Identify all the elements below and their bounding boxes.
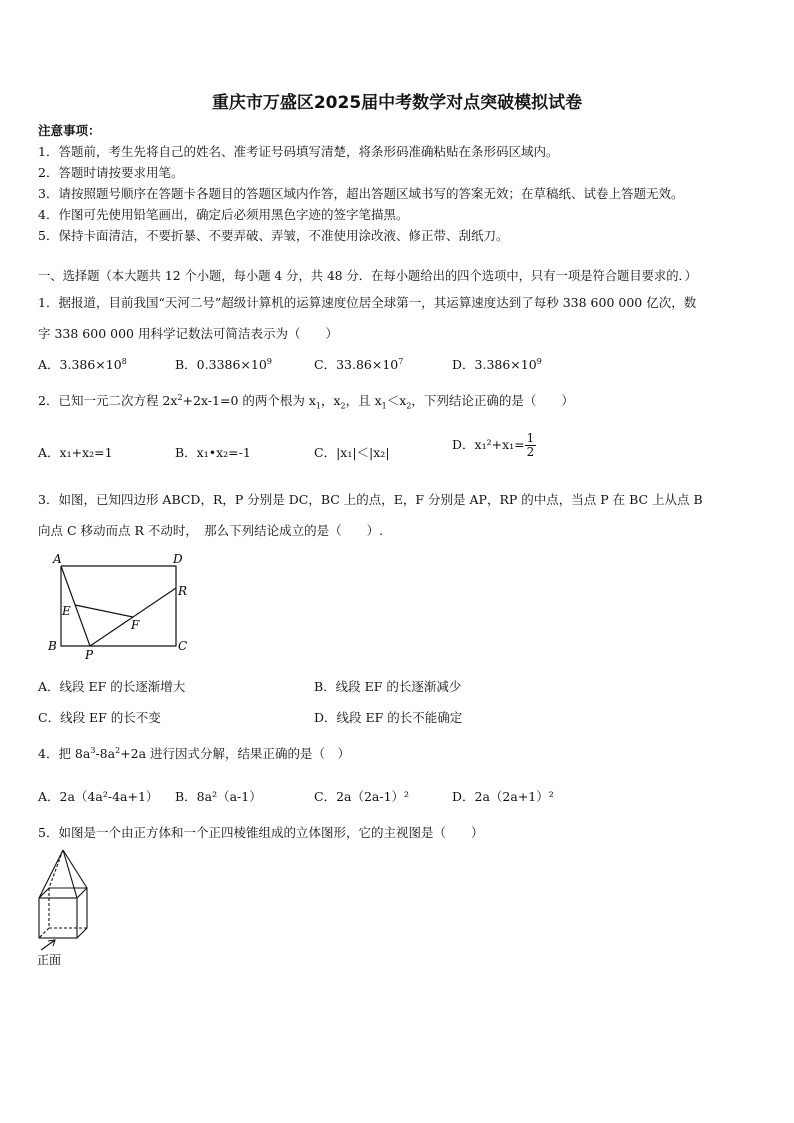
hidden-edge — [39, 928, 49, 938]
notice-item: 4．作图可先使用铅笔画出，确定后必须用黑色字迹的签字笔描黑。 — [38, 207, 409, 222]
notice-heading: 注意事项： — [38, 123, 101, 138]
segment-ef — [75, 605, 133, 617]
notice-item: 3．请按照题号顺序在答题卡各题目的答题区域内作答，超出答题区域书写的答案无效；在草稿纸、试卷上答题无效。 — [38, 186, 684, 201]
cube-edge — [77, 888, 87, 898]
label-r: R — [178, 584, 188, 598]
label-a: A — [53, 552, 62, 566]
front-view-label: 正面 — [37, 953, 62, 967]
label-d: D — [173, 552, 183, 566]
q2-option-a[interactable]: A．x₁+x₂=1 — [38, 445, 113, 460]
notice-item: 2．答题时请按要求用笔。 — [38, 165, 184, 180]
q2-stem: 2．已知一元二次方程 $2x^2+2x-1=0$ 的两个根为 $x_1$，$x_2$，且 $x_1<x_2$，下列结论正确的是（ ） — [38, 392, 574, 411]
q3-option-c[interactable]: C．线段 EF 的长不变 — [38, 710, 161, 725]
q4-option-a[interactable]: A．2a（4a²-4a+1） — [38, 789, 159, 804]
section-heading: 一、选择题（本大题共 12 个小题，每小题 4 分，共 48 分．在每小题给出的四个选项中，只有一项是符合题目要求的．） — [38, 269, 697, 283]
label-e: E — [62, 604, 71, 618]
q3-quadrilateral-figure — [40, 548, 200, 662]
label-b: B — [48, 639, 57, 653]
q4-option-c[interactable]: C．2a（2a-1）² — [314, 789, 410, 804]
q1-option-a[interactable]: A．$3.386\times 10^8$ — [38, 356, 127, 372]
pyramid-edge — [63, 850, 87, 888]
q2-option-b[interactable]: B．x₁•x₂=-1 — [175, 445, 251, 460]
pyramid-edge — [63, 850, 77, 898]
q1-option-b[interactable]: B．$0.3386\times 10^9$ — [175, 356, 272, 372]
page-title: 重庆市万盛区2025届中考数学对点突破模拟试卷 — [211, 93, 583, 113]
q3-stem-line1: 3．如图，已知四边形 ABCD，R，P 分别是 DC，BC 上的点，E，F 分别是 AP，RP 的中点，当点 P 在 BC 上从点 B — [38, 492, 703, 507]
q3-option-d[interactable]: D．线段 EF 的长不能确定 — [314, 710, 463, 725]
q4-option-b[interactable]: B．8a²（a-1） — [175, 789, 262, 804]
q1-option-d[interactable]: D．$3.386\times 10^9$ — [452, 356, 542, 372]
q3-option-a[interactable]: A．线段 EF 的长逐渐增大 — [38, 679, 186, 694]
pyramid-edge — [39, 850, 63, 898]
q1-stem-line1: 1．据报道，目前我国“天河二号”超级计算机的运算速度位居全球第一，其运算速度达到了每秒 338 600 000 亿次，数 — [38, 295, 697, 310]
notice-item: 5．保持卡面清洁，不要折暴、不要弄破、弄皱，不准使用涂改液、修正带、刮纸刀。 — [38, 228, 509, 243]
q1-option-c[interactable]: C．$33.86\times 10^7$ — [314, 356, 404, 372]
q3-option-b[interactable]: B．线段 EF 的长逐渐减少 — [314, 679, 462, 694]
q4-stem: 4．把 $8a^3-8a^2+2a$ 进行因式分解，结果正确的是（ ） — [38, 745, 351, 761]
q2-option-c[interactable]: C．|x₁|＜|x₂| — [314, 445, 390, 460]
q2-option-d[interactable]: D．x₁²+x₁= $\frac{1}{2}$ — [452, 431, 535, 459]
label-c: C — [178, 639, 188, 653]
pyramid-hidden-edge — [49, 850, 63, 888]
q5-stem: 5．如图是一个由正方体和一个正四棱锥组成的立体图形，它的主视图是（ ） — [38, 825, 484, 840]
label-p: P — [85, 648, 94, 662]
q1-stem-line2: 字 338 600 000 用科学记数法可简洁表示为（ ） — [38, 326, 338, 341]
q5-solid-figure — [35, 846, 91, 968]
q2-option-d-fraction: $\frac{1}{2}$ — [526, 431, 535, 459]
q4-option-d[interactable]: D．2a（2a+1）² — [452, 789, 554, 804]
notice-item: 1．答题前，考生先将自己的姓名、准考证号码填写清楚，将条形码准确粘贴在条形码区域内。 — [38, 144, 559, 159]
q3-stem-line2: 向点 C 移动而点 R 不动时， 那么下列结论成立的是（ ）. — [38, 523, 384, 538]
label-f: F — [131, 618, 140, 632]
